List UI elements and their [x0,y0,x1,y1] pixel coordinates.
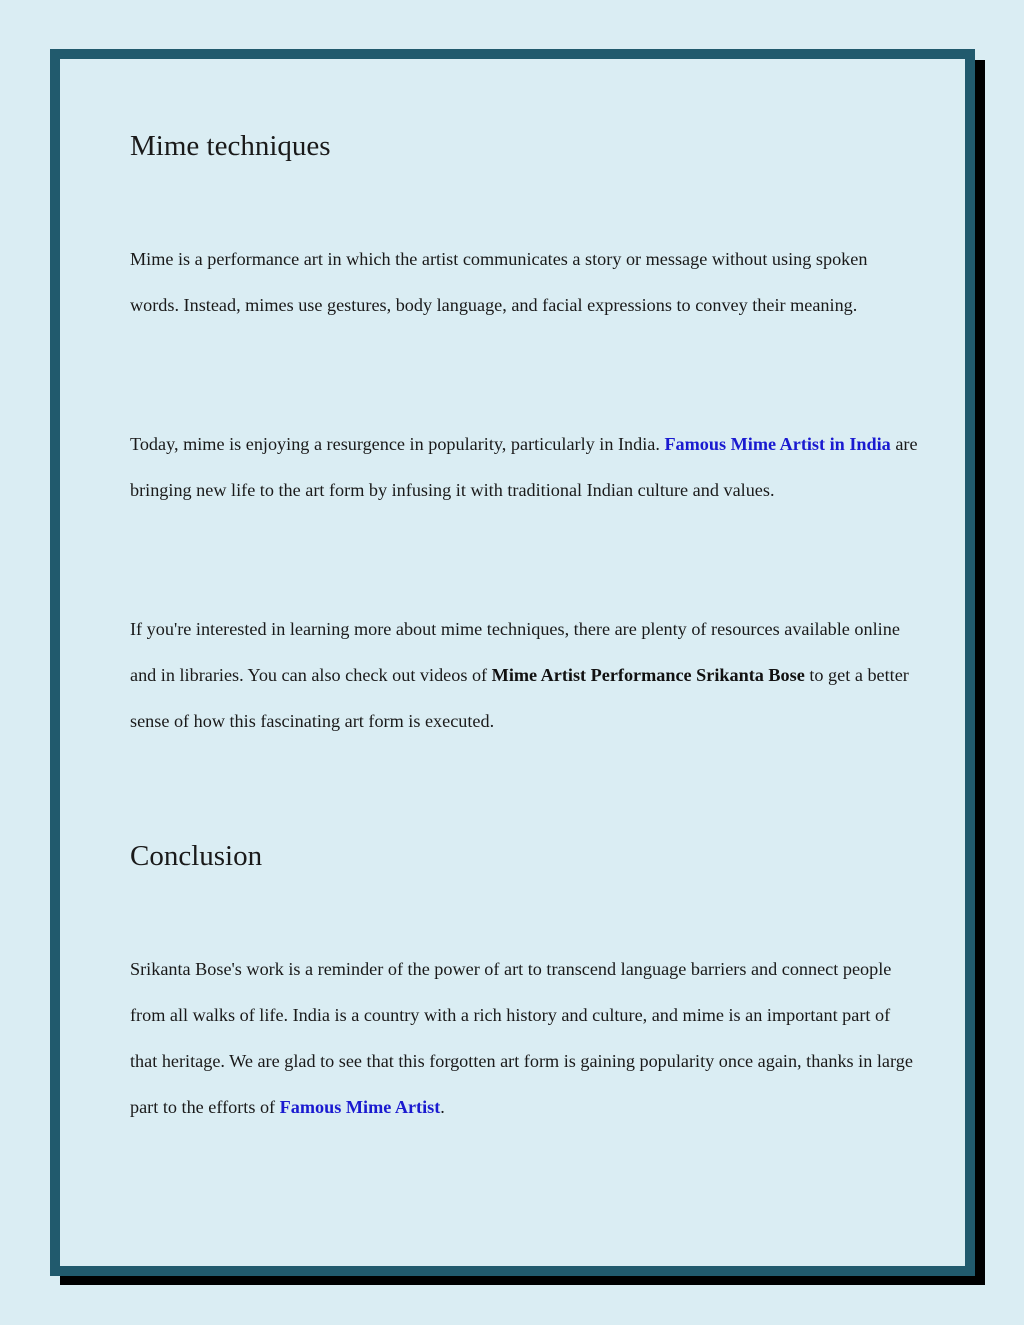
paragraph-conclusion-text-after: . [440,1097,445,1117]
paragraph-resurgence-text-after: are bringing new life to the art form by infusing it with traditional Indian culture and values. [130,434,918,500]
paragraph-conclusion-text-before: Srikanta Bose's work is a reminder of the power of art to transcend language barriers and connect people from all walks of life. India is a country with a rich history and culture, and mime is an important part of that heritage. We are glad to see that this forgotten art form is gaining popularity once again, thanks in large part to the efforts of [130,959,913,1117]
paragraph-resurgence [130,421,920,513]
paragraph-learning-text-before: If you're interested in learning more about mime techniques, there are plenty of resources available online and in libraries. You can also check out videos of [130,619,900,685]
famous-mime-artist-link[interactable]: Famous Mime Artist [279,1097,441,1117]
paragraph-conclusion [130,946,920,1130]
page-frame [50,49,975,1276]
paragraph-resurgence-text-before: Today, mime is enjoying a resurgence in popularity, particularly in India. [130,434,665,454]
famous-mime-artist-in-india-link[interactable]: Famous Mime Artist in India [664,434,891,454]
paragraph-learning-text-after: to get a better sense of how this fascinating art form is executed. [130,665,909,731]
paragraph-learning-resources [130,606,920,744]
heading-conclusion: Conclusion [130,840,263,872]
mime-artist-performance-bold-text: Mime Artist Performance Srikanta Bose [491,665,805,685]
paragraph-mime-definition: Mime is a performance art in which the artist communicates a story or message without using spoken words. Instead, mimes use gestures, body language, and facial expressions to convey their meaning. [130,249,868,315]
heading-mime-techniques: Mime techniques [130,130,331,162]
